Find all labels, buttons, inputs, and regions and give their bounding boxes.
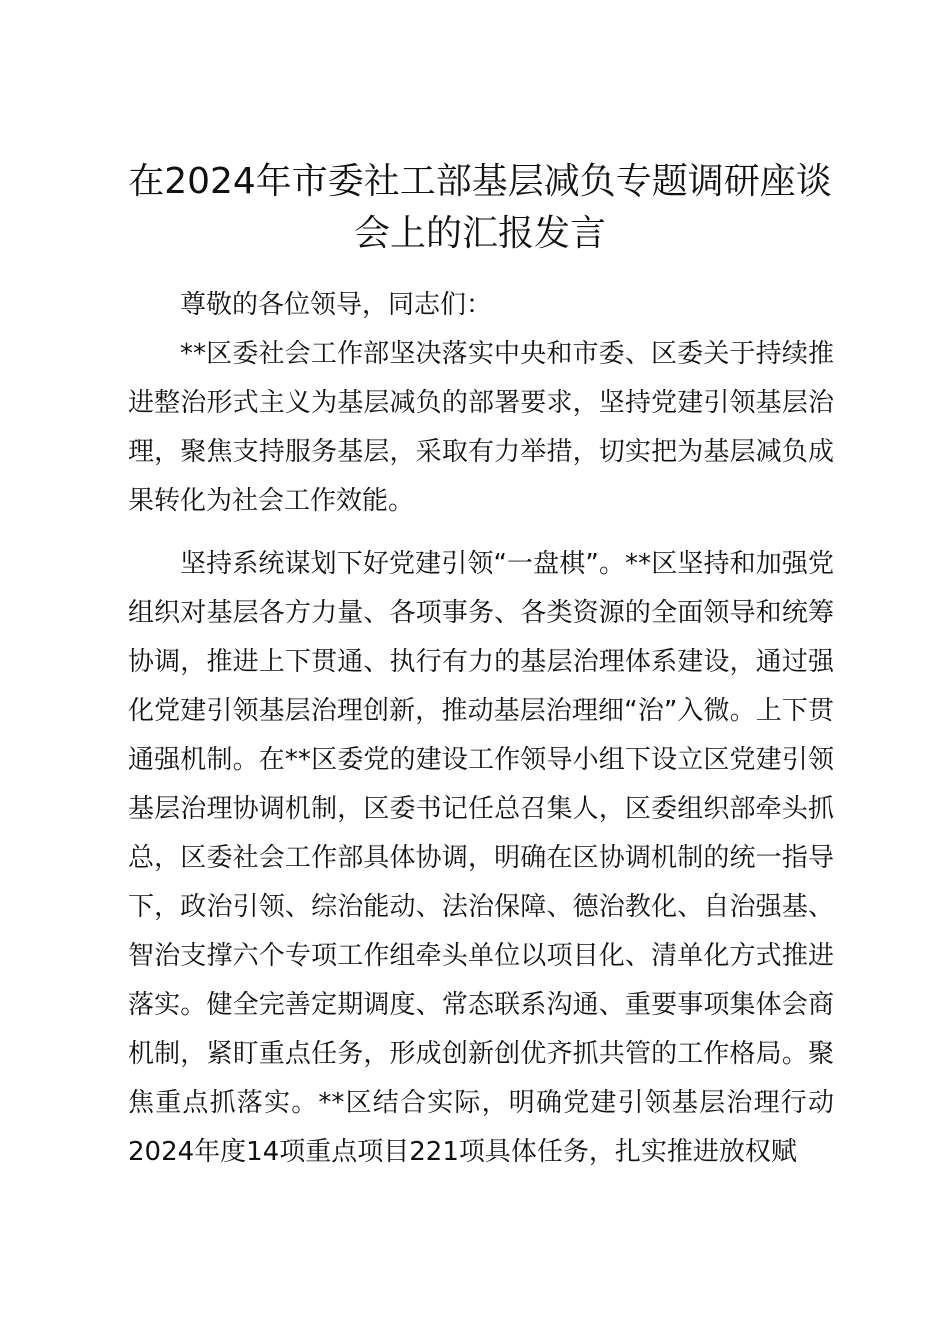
paragraph-1: **区委社会工作部坚决落实中央和市委、区委关于持续推进整治形式主义为基层减负的部署要求，坚持党建引领基层治理，聚焦支持服务基层，采取有力举措，切实把为基层减负成果转化为社会工作效能。 <box>128 339 834 516</box>
salutation: 尊敬的各位领导，同志们： <box>180 290 493 320</box>
document-body <box>128 281 834 1177</box>
paragraph-2: 坚持系统谋划下好党建引领“一盘棋”。**区坚持和加强党组织对基层各方力量、各项事务、各类资源的全面领导和统筹协调，推进上下贯通、执行有力的基层治理体系建设，通过强化党建引领基层治理创新，推动基层治理细“治”入微。上下贯通强机制。在**区委党的建设工作领导小组下设立区党建引领基层治理协调机制，区委书记任总召集人，区委组织部牵头抓总，区委社会工作部具体协调，明确在区协调机制的统一指导下，政治引领、综治能动、法治保障、德治教化、自治强基、智治支撑六个专项工作组牵头单位以项目化、清单化方式推进落实。健全完善定期调度、常态联系沟通、重要事项集体会商机制，紧盯重点任务，形成创新创优齐抓共管的工作格局。聚焦重点抓落实。**区结合实际，明确党建引领基层治理行动2024年度14项重点项目221项具体任务，扎实推进放权赋 <box>128 549 834 1167</box>
document-title: 在2024年市委社工部基层减负专题调研座谈会上的汇报发言 <box>128 161 832 254</box>
